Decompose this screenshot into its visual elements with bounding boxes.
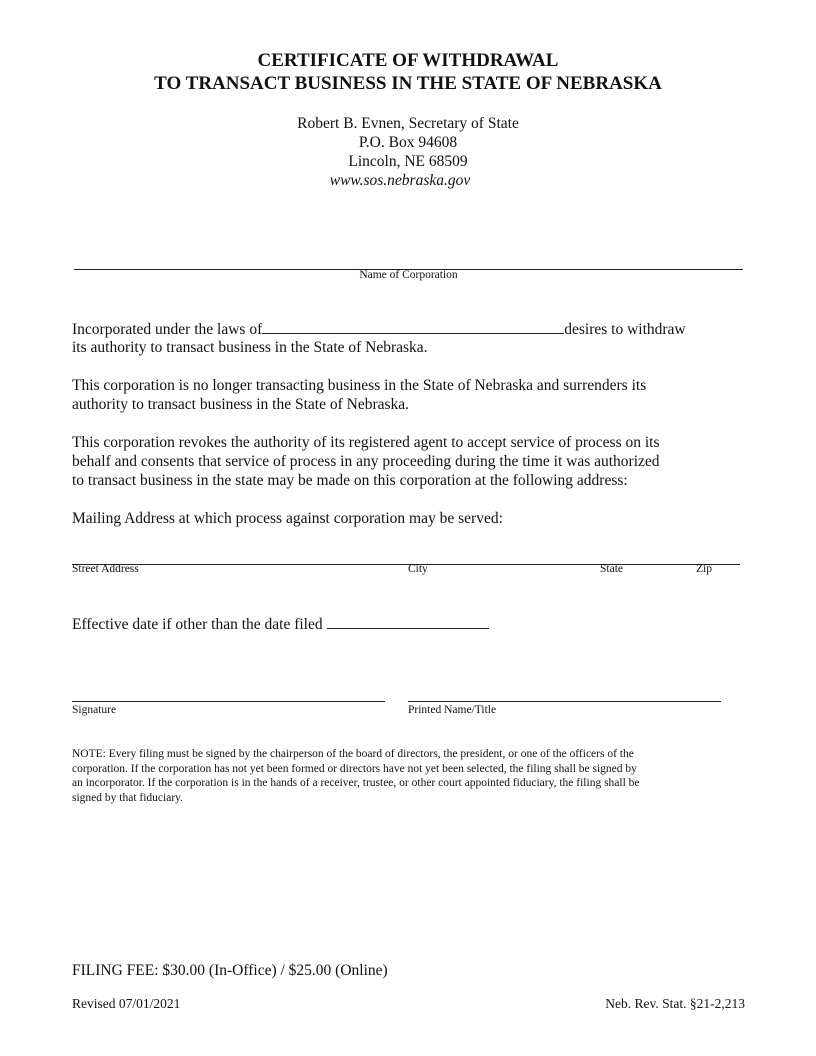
note-line-1: NOTE: Every filing must be signed by the chairperson of the board of directors, the president, or one of the officers of the — [72, 748, 634, 760]
revocation-paragraph-line-3: to transact business in the state may be made on this corporation at the following address: — [72, 472, 628, 489]
statute-reference: Neb. Rev. Stat. §21-2,213 — [605, 996, 745, 1011]
form-title-line-1: CERTIFICATE OF WITHDRAWAL — [257, 50, 559, 71]
revocation-paragraph-line-2: behalf and consents that service of process in any proceeding during the time it was authorized — [72, 453, 660, 470]
zip-label: Zip — [696, 563, 712, 575]
agency-official: Robert B. Evnen, Secretary of State — [297, 115, 519, 132]
signature-field[interactable] — [72, 701, 385, 702]
note-line-4: signed by that fiduciary. — [72, 791, 184, 804]
agency-city-state-zip: Lincoln, NE 68509 — [348, 153, 468, 170]
note-line-2: corporation. If the corporation has not yet been formed or directors have not yet been selected, the filing shall be signed by — [72, 762, 637, 775]
incorporated-prefix: Incorporated under the laws of — [72, 321, 263, 338]
surrender-paragraph-line-2: authority to transact business in the State of Nebraska. — [72, 396, 410, 413]
effective-date-row — [72, 614, 489, 634]
state-label: State — [600, 563, 623, 575]
form-title-line-2: TO TRANSACT BUSINESS IN THE STATE OF NEBRASKA — [154, 73, 662, 94]
printed-name-label: Printed Name/Title — [408, 704, 497, 716]
incorporated-suffix: desires to withdraw — [564, 321, 686, 338]
filing-fee: FILING FEE: $30.00 (In-Office) / $25.00 (Online) — [72, 962, 388, 979]
city-label: City — [408, 563, 428, 575]
effective-date-label: Effective date if other than the date filed — [72, 616, 323, 633]
incorporated-paragraph-line-2: its authority to transact business in the State of Nebraska. — [72, 339, 428, 356]
jurisdiction-field[interactable] — [262, 319, 564, 334]
note-line-3: an incorporator. If the corporation is in the hands of a receiver, trustee, or other court appointed fiduciary, the filing shall be — [72, 777, 640, 790]
mailing-address-field[interactable] — [72, 564, 740, 565]
agency-po-box: P.O. Box 94608 — [358, 134, 458, 151]
surrender-paragraph-line-1: This corporation is no longer transacting business in the State of Nebraska and surrenders its — [72, 377, 647, 394]
revised-date: Revised 07/01/2021 — [72, 996, 181, 1011]
incorporated-paragraph — [72, 319, 686, 339]
effective-date-field[interactable] — [327, 614, 489, 629]
agency-website: www.sos.nebraska.gov — [329, 172, 471, 189]
printed-name-field[interactable] — [408, 701, 721, 702]
revocation-paragraph-line-1: This corporation revokes the authority of its registered agent to accept service of process on its — [72, 434, 660, 451]
corporation-name-label: Name of Corporation — [359, 269, 458, 281]
street-address-label: Street Address — [72, 563, 139, 575]
mailing-address-heading: Mailing Address at which process against corporation may be served: — [72, 510, 503, 527]
signature-label: Signature — [72, 704, 117, 716]
